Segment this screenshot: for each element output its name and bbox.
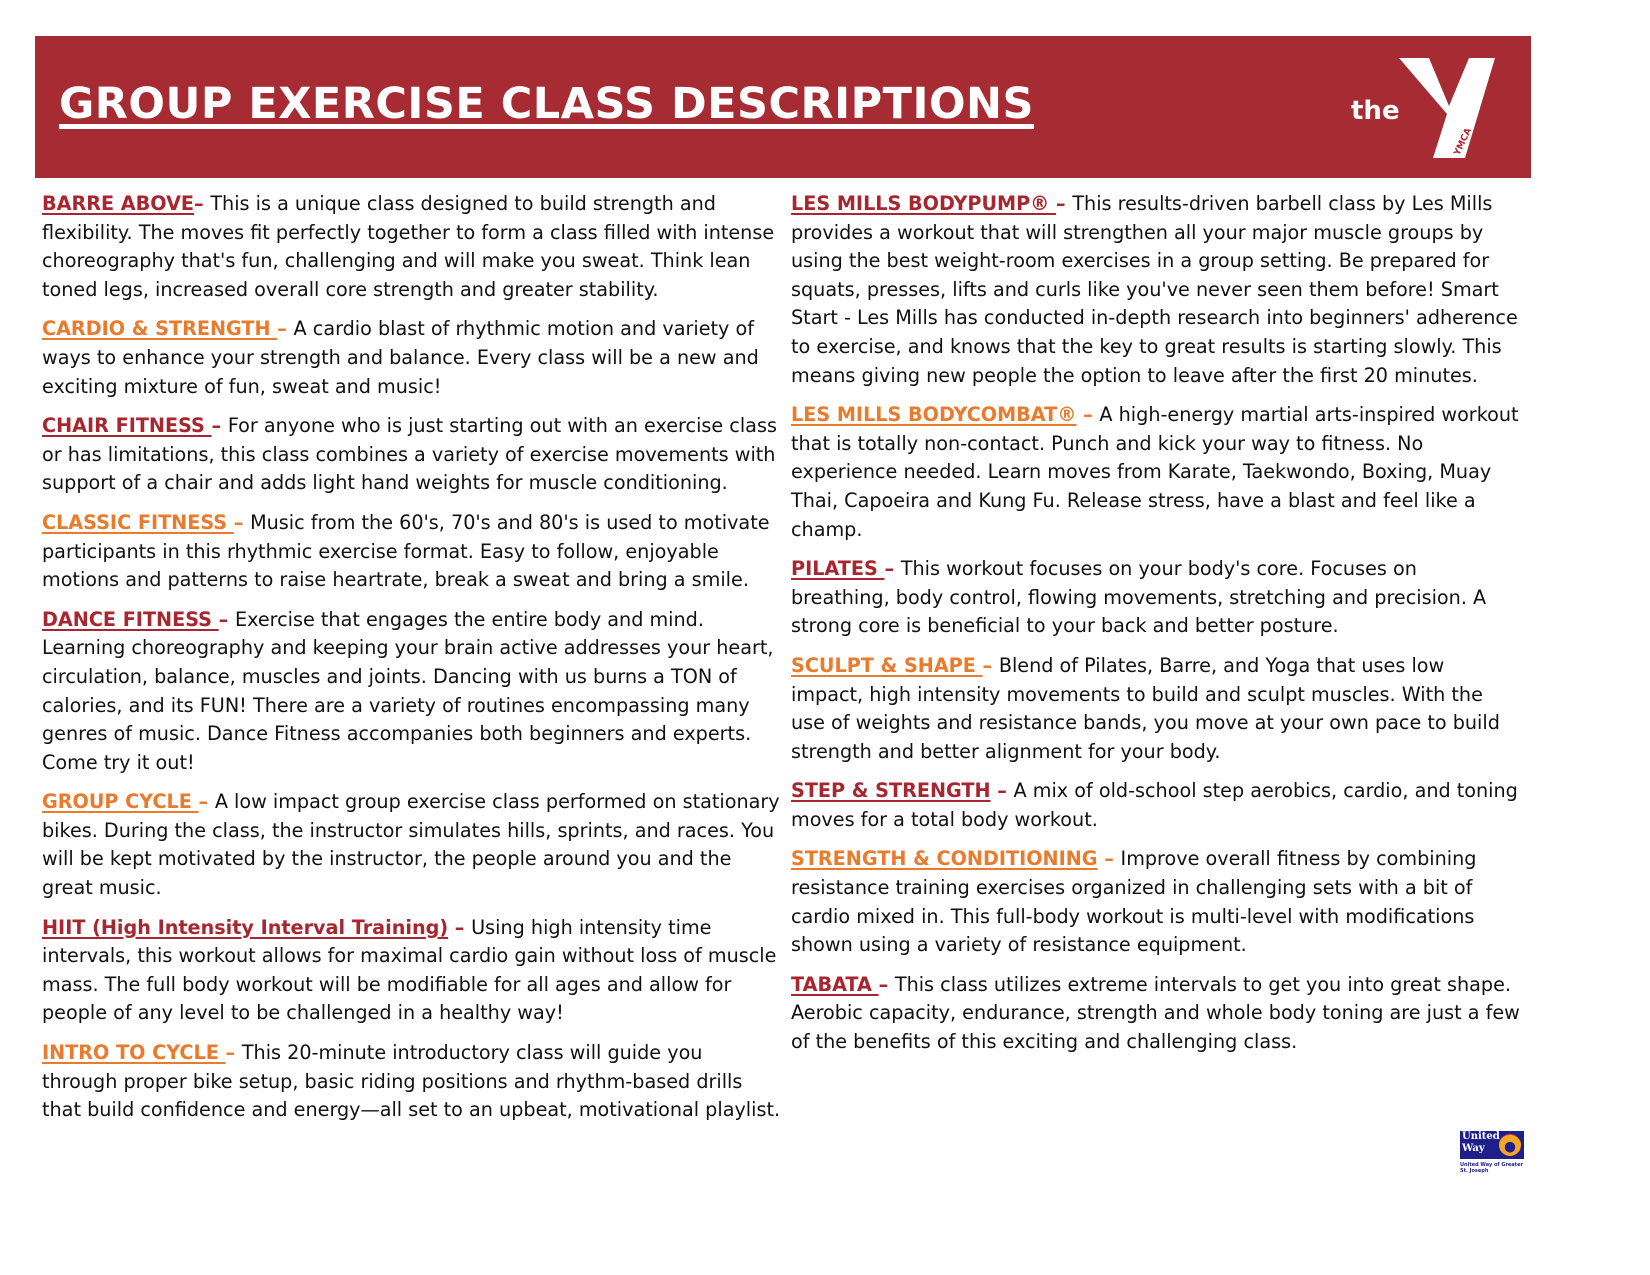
class-entry-hiit: HIIT (High Intensity Interval Training) – Using high intensity time intervals, this workout allows for maximal cardio gain without loss of muscle mass. The full body workout will be modifiable for all ages and allow for people of any level to be challenged in a healthy way! [42,915,777,1025]
class-description: A mix of old-school step aerobics, cardio, and toning moves for a total body workout. [791,779,1518,831]
class-entry-cardio-strength: CARDIO & STRENGTH – A cardio blast of rhythmic motion and variety of ways to enhance your strength and balance. Every class will be a new and exciting mixture of fun, sweat and music! [42,317,759,398]
svg-text:YMCA: YMCA [1452,126,1474,158]
class-entry-sculpt-shape: SCULPT & SHAPE – Blend of Pilates, Barre, and Yoga that uses low impact, high intensity movements to build and sculpt muscles. With the use of weights and resistance bands, you move at your own pace to build strength and better alignment for your body. [791,653,1500,763]
class-description: This class utilizes extreme intervals to get you into great shape. Aerobic capacity, endurance, strength and whole body toning are just a few of the benefits of this exciting and challenging class. [791,972,1520,1054]
class-description: For anyone who is just starting out with an exercise class or has limitations, this class combines a variety of exercise movements with support of a chair and adds light hand weights for muscle conditioning. [42,414,777,495]
class-description: This 20-minute introductory class will guide you through proper bike setup, basic riding positions and rhythm-based drills that build confidence and energy—all set to an upbeat, motivational playlist. [42,1041,781,1122]
class-description: This results-driven barbell class by Les Mills provides a workout that will strengthen all your major muscle groups by using the best weight-room exercises in a group setting. Be prepared for squats, presses, lifts and curls like you've never seen them before! Smart Start - Les Mills has conducted in-depth research into beginners' adherence to exercise, and knows that the key to great results is starting slowly. This means giving new people the option to leave after the first 20 minutes. [791,192,1518,387]
class-entry-tabata: TABATA – This class utilizes extreme intervals to get you into great shape. Aerobic capacity, endurance, strength and whole body toning are just a few of the benefits of this exciting and challenging class. [791,972,1520,1054]
class-description: Exercise that engages the entire body and mind. Learning choreography and keeping your brain active addresses your heart, circulation, balance, muscles and joints. Dancing with us burns a TON of calories, and its FUN! There are a variety of routines encompassing many genres of music. Dance Fitness accompanies both beginners and experts. Come try it out! [42,607,774,774]
page-title: GROUP EXERCISE CLASS DESCRIPTIONS [59,79,1035,129]
class-name: TABATA [791,972,879,996]
class-name: BARRE ABOVE [42,192,195,215]
united-way-hand-icon [1499,1134,1521,1156]
right-column [791,190,1521,1068]
class-name: DANCE FITNESS [42,607,219,631]
class-name: STEP & STRENGTH [791,779,991,803]
ymca-logo [1351,54,1501,164]
logo-the-text: the [1351,96,1400,126]
united-way-logo-text: United Way [1462,1131,1500,1154]
class-name: STRENGTH & CONDITIONING [791,847,1098,871]
ymca-y-icon [1399,54,1499,162]
class-name: GROUP CYCLE [42,790,199,814]
class-name: LES MILLS BODYPUMP® [791,192,1057,215]
left-column [42,190,782,1136]
class-description: Using high intensity time intervals, this workout allows for maximal cardio gain without loss of muscle mass. The full body workout will be modifiable for all ages and allow for people of any level to be challenged in a healthy way! [42,915,777,1025]
class-description: Music from the 60's, 70's and 80's is used to motivate participants in this rhythmic exercise format. Easy to follow, enjoyable motions and patterns to raise heartrate, break a sweat and bring a smile. [42,510,770,592]
class-entry-chair-fitness: CHAIR FITNESS – For anyone who is just starting out with an exercise class or has limitations, this class combines a variety of exercise movements with support of a chair and adds light hand weights for muscle conditioning. [42,414,777,495]
united-way-logo [1460,1131,1526,1174]
class-entry-bodycombat: LES MILLS BODYCOMBAT® – A high-energy martial arts-inspired workout that is totally non-contact. Punch and kick your way to fitness. No experience needed. Learn moves from Karate, Taekwondo, Boxing, Muay Thai, Capoeira and Kung Fu. Release stress, have a blast and feel like a champ. [791,403,1519,541]
class-description: This workout focuses on your body's core. Focuses on breathing, body control, flowing movements, stretching and precision. A strong core is beneficial to your back and better posture. [791,557,1487,638]
class-name: CHAIR FITNESS [42,414,212,438]
class-name: LES MILLS BODYCOMBAT® [791,403,1077,427]
class-name: HIIT (High Intensity Interval Training) [42,915,449,939]
class-description: A cardio blast of rhythmic motion and variety of ways to enhance your strength and balance. Every class will be a new and exciting mixture of fun, sweat and music! [42,317,759,398]
united-way-subtext: United Way of Greater St. Joseph [1460,1162,1523,1174]
class-entry-dance-fitness: DANCE FITNESS – Exercise that engages the entire body and mind. Learning choreography and keeping your brain active addresses your heart, circulation, balance, muscles and joints. Dancing with us burns a TON of calories, and its FUN! There are a variety of routines encompassing many genres of music. Dance Fitness accompanies both beginners and experts. Come try it out! [42,607,774,774]
page-header [35,36,1531,178]
class-name: CARDIO & STRENGTH [42,317,278,341]
class-name: CLASSIC FITNESS [42,510,234,534]
class-name: PILATES [791,557,885,581]
class-name: SCULPT & SHAPE [791,653,983,677]
class-entry-group-cycle: GROUP CYCLE – A low impact group exercise class performed on stationary bikes. During the class, the instructor simulates hills, sprints, and races. You will be kept motivated by the instructor, the people around you and the great music. [42,790,780,900]
class-entry-intro-to-cycle: INTRO TO CYCLE – This 20-minute introductory class will guide you through proper bike setup, basic riding positions and rhythm-based drills that build confidence and energy—all set to an upbeat, motivational playlist. [42,1041,781,1122]
class-entry-step-strength: STEP & STRENGTH – A mix of old-school step aerobics, cardio, and toning moves for a total body workout. [791,779,1518,831]
class-description: A low impact group exercise class performed on stationary bikes. During the class, the instructor simulates hills, sprints, and races. You will be kept motivated by the instructor, the people around you and the great music. [42,790,780,900]
class-entry-barre-above: BARRE ABOVE– This is a unique class designed to build strength and flexibility. The moves fit perfectly together to form a class filled with intense choreography that's fun, challenging and will make you sweat. Think lean toned legs, increased overall core strength and greater stability. [42,192,775,301]
class-entry-pilates: PILATES – This workout focuses on your body's core. Focuses on breathing, body control, flowing movements, stretching and precision. A strong core is beneficial to your back and better posture. [791,557,1487,638]
class-entry-strength-conditioning: STRENGTH & CONDITIONING – Improve overall fitness by combining resistance training exercises organized in challenging sets with a bit of cardio mixed in. This full-body workout is multi-level with modifications shown using a variety of resistance equipment. [791,847,1477,957]
class-entry-bodypump: LES MILLS BODYPUMP® – This results-driven barbell class by Les Mills provides a workout that will strengthen all your major muscle groups by using the best weight-room exercises in a group setting. Be prepared for squats, presses, lifts and curls like you've never seen them before! Smart Start - Les Mills has conducted in-depth research into beginners' adherence to exercise, and knows that the key to great results is starting slowly. This means giving new people the option to leave after the first 20 minutes. [791,192,1518,387]
class-entry-classic-fitness: CLASSIC FITNESS – Music from the 60's, 70's and 80's is used to motivate participants in this rhythmic exercise format. Easy to follow, enjoyable motions and patterns to raise heartrate, break a sweat and bring a smile. [42,510,770,592]
class-description: A high-energy martial arts-inspired workout that is totally non-contact. Punch and kick your way to fitness. No experience needed. Learn moves from Karate, Taekwondo, Boxing, Muay Thai, Capoeira and Kung Fu. Release stress, have a blast and feel like a champ. [791,403,1519,541]
class-description: Blend of Pilates, Barre, and Yoga that uses low impact, high intensity movements to build and sculpt muscles. With the use of weights and resistance bands, you move at your own pace to build strength and better alignment for your body. [791,653,1500,763]
class-name: INTRO TO CYCLE [42,1041,226,1065]
class-description: Improve overall fitness by combining resistance training exercises organized in challenging sets with a bit of cardio mixed in. This full-body workout is multi-level with modifications shown using a variety of resistance equipment. [791,847,1477,957]
class-description: This is a unique class designed to build strength and flexibility. The moves fit perfectly together to form a class filled with intense choreography that's fun, challenging and will make you sweat. Think lean toned legs, increased overall core strength and greater stability. [42,192,775,301]
